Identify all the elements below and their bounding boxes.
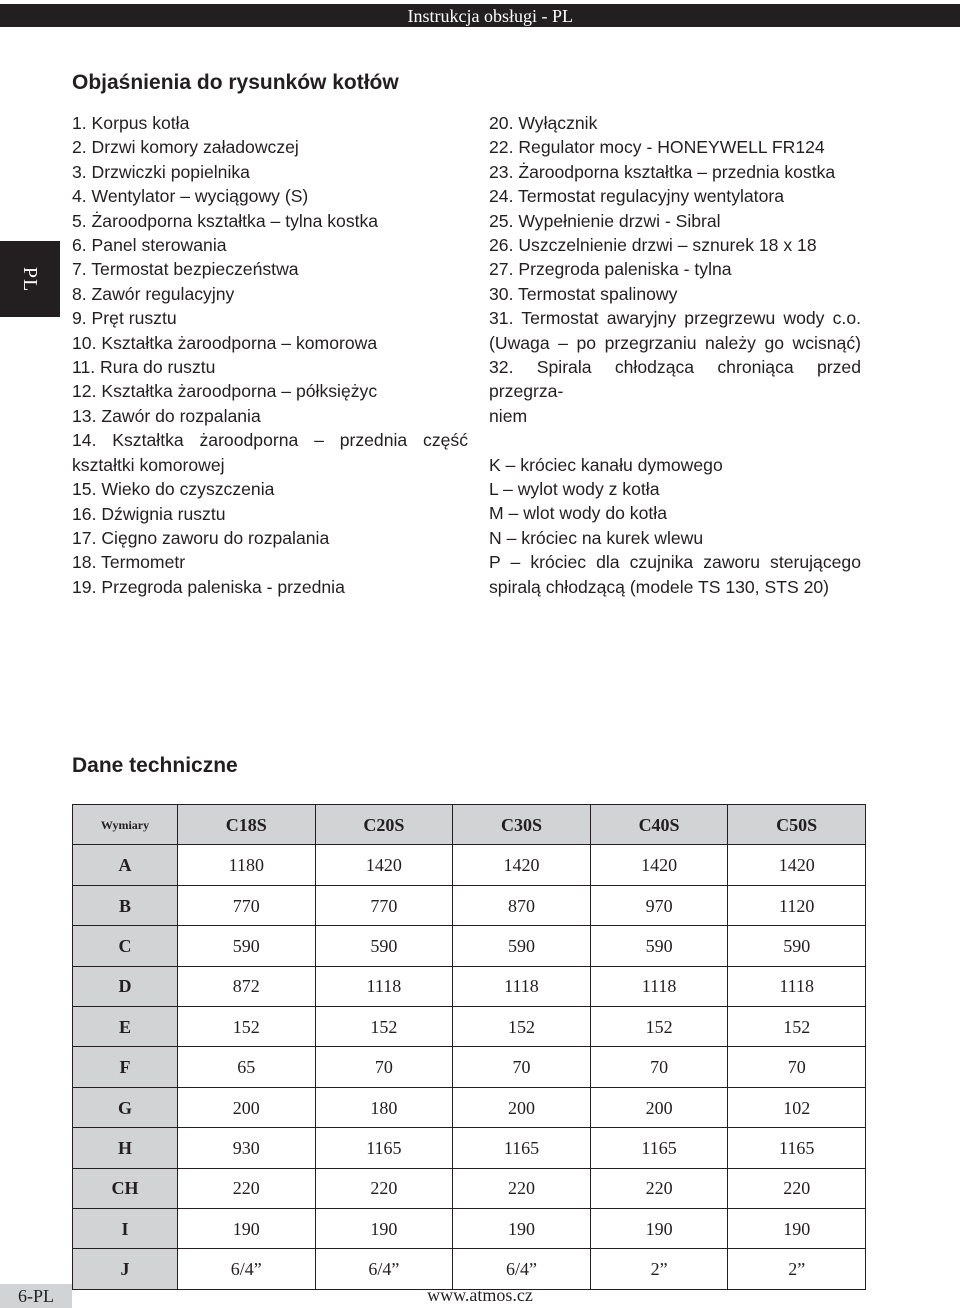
table-cell: 190	[728, 1209, 866, 1249]
table-cell: 1120	[728, 885, 866, 925]
row-header-cell: E	[73, 1007, 178, 1047]
table-cell: 70	[315, 1047, 453, 1087]
table-cell: 6/4”	[315, 1249, 453, 1290]
language-side-tab	[0, 241, 60, 317]
table-cell: 1420	[453, 845, 591, 885]
legend-item: 9. Pręt rusztu	[72, 308, 177, 329]
legend-item: 26. Uszczelnienie drzwi – sznurek 18 x 18	[489, 235, 817, 256]
table-cell: 1420	[590, 845, 728, 885]
table-cell: 1118	[590, 966, 728, 1006]
row-header-cell: F	[73, 1047, 178, 1087]
table-cell: 1180	[178, 845, 316, 885]
table-row	[73, 926, 866, 966]
table-row	[73, 1007, 866, 1047]
connection-item: N – króciec na kurek wlewu	[489, 527, 704, 548]
legend-item: 20. Wyłącznik	[489, 113, 598, 133]
table-cell: 200	[590, 1087, 728, 1127]
tech-data-table	[72, 804, 866, 1290]
table-cell: 590	[315, 926, 453, 966]
row-header-cell: A	[73, 845, 178, 885]
legend-item: 14. Kształtka żaroodporna – przednia część	[72, 430, 468, 451]
legend-item: 13. Zawór do rozpalania	[72, 405, 261, 426]
table-cell: 2”	[590, 1249, 728, 1290]
table-cell: 65	[178, 1047, 316, 1087]
legend-item: 30. Termostat spalinowy	[489, 283, 678, 304]
legend-item-note: (Uwaga – po przegrzaniu należy go wcisnąć)	[489, 332, 861, 353]
table-cell: 220	[453, 1168, 591, 1208]
table-cell: 590	[178, 926, 316, 966]
table-row	[73, 1047, 866, 1087]
legend-item: 31. Termostat awaryjny przegrzewu wody c.o.	[489, 308, 861, 329]
table-cell: 1118	[315, 966, 453, 1006]
legend-item: 23. Żaroodporna kształtka – przednia kostka	[489, 161, 836, 182]
row-header-cell: CH	[73, 1168, 178, 1208]
legend-item: 8. Zawór regulacyjny	[72, 283, 235, 304]
row-header-cell: H	[73, 1128, 178, 1168]
table-cell: 180	[315, 1087, 453, 1127]
legend-item: 2. Drzwi komory załadowczej	[72, 137, 299, 158]
legend-item: 11. Rura do rusztu	[72, 357, 216, 378]
table-cell: 200	[178, 1087, 316, 1127]
table-cell: 1420	[728, 845, 866, 885]
row-header-cell: C	[73, 926, 178, 966]
row-header-cell: B	[73, 885, 178, 925]
footer-url: www.atmos.cz	[427, 1285, 533, 1305]
legend-item-continuation: niem	[489, 405, 528, 426]
table-row	[73, 1209, 866, 1249]
table-cell: 6/4”	[178, 1249, 316, 1290]
table-cell: 1165	[590, 1128, 728, 1168]
table-cell: 1165	[315, 1128, 453, 1168]
table-header-cell: C50S	[728, 805, 866, 845]
table-header-cell: Wymiary	[73, 805, 178, 845]
table-cell: 870	[453, 885, 591, 925]
table-cell: 590	[590, 926, 728, 966]
page-number: 6-PL	[0, 1284, 72, 1308]
table-cell: 872	[178, 966, 316, 1006]
table-cell: 152	[178, 1007, 316, 1047]
table-cell: 1165	[728, 1128, 866, 1168]
table-cell: 1165	[453, 1128, 591, 1168]
table-cell: 152	[590, 1007, 728, 1047]
legend-item: 10. Kształtka żaroodporna – komorowa	[72, 332, 378, 353]
table-cell: 930	[178, 1128, 316, 1168]
table-cell: 152	[728, 1007, 866, 1047]
table-row	[73, 966, 866, 1006]
table-row	[73, 1168, 866, 1208]
table-row	[73, 845, 866, 885]
table-cell: 190	[453, 1209, 591, 1249]
table-cell: 70	[453, 1047, 591, 1087]
legend-left-column	[72, 111, 468, 599]
connection-item: K – króciec kanału dymowego	[489, 454, 723, 475]
table-header-cell: C20S	[315, 805, 453, 845]
table-row	[73, 1087, 866, 1127]
table-cell: 2”	[728, 1249, 866, 1290]
table-cell: 770	[178, 885, 316, 925]
table-header-cell: C18S	[178, 805, 316, 845]
table-cell: 70	[728, 1047, 866, 1087]
connection-item-continuation: spiralą chłodzącą (modele TS 130, STS 20)	[489, 576, 829, 597]
table-cell: 70	[590, 1047, 728, 1087]
connection-item: P – króciec dla czujnika zaworu sterującego	[489, 552, 861, 573]
table-header-row	[73, 805, 866, 845]
legend-item: 1. Korpus kotła	[72, 113, 190, 133]
legend-item: 15. Wieko do czyszczenia	[72, 479, 275, 500]
row-header-cell: G	[73, 1087, 178, 1127]
table-row	[73, 1128, 866, 1168]
legend-item: 24. Termostat regulacyjny wentylatora	[489, 186, 785, 207]
row-header-cell: I	[73, 1209, 178, 1249]
row-header-cell: D	[73, 966, 178, 1006]
table-cell: 102	[728, 1087, 866, 1127]
table-cell: 220	[728, 1168, 866, 1208]
legend-item: 25. Wypełnienie drzwi - Sibral	[489, 210, 721, 231]
table-cell: 970	[590, 885, 728, 925]
table-cell: 220	[590, 1168, 728, 1208]
row-header-cell: J	[73, 1249, 178, 1290]
table-cell: 152	[453, 1007, 591, 1047]
table-header-cell: C40S	[590, 805, 728, 845]
legend-item: 32. Spirala chłodząca chroniąca przed przegrza-	[489, 357, 861, 402]
table-cell: 1118	[453, 966, 591, 1006]
table-cell: 6/4”	[453, 1249, 591, 1290]
legend-item: 27. Przegroda paleniska - tylna	[489, 259, 732, 280]
table-cell: 220	[315, 1168, 453, 1208]
legend-item: 4. Wentylator – wyciągowy (S)	[72, 186, 309, 207]
table-cell: 590	[728, 926, 866, 966]
legend-item: 17. Cięgno zaworu do rozpalania	[72, 527, 330, 548]
legend-title: Objaśnienia do rysunków kotłów	[72, 71, 399, 94]
table-cell: 1420	[315, 845, 453, 885]
table-cell: 770	[315, 885, 453, 925]
header-bar	[0, 4, 960, 27]
legend-item: 19. Przegroda paleniska - przednia	[72, 576, 345, 597]
header-title: Instrukcja obsługi - PL	[407, 6, 573, 26]
table-row	[73, 885, 866, 925]
connection-item: M – wlot wody do kotła	[489, 503, 667, 524]
tech-data-title: Dane techniczne	[72, 754, 238, 777]
legend-right-column	[489, 111, 861, 599]
legend-item: 22. Regulator mocy - HONEYWELL FR124	[489, 137, 825, 158]
table-header-cell: C30S	[453, 805, 591, 845]
legend-item: 3. Drzwiczki popielnika	[72, 161, 250, 182]
table-cell: 200	[453, 1087, 591, 1127]
legend-item: 18. Termometr	[72, 552, 186, 573]
legend-item: 16. Dźwignia rusztu	[72, 503, 226, 524]
table-cell: 190	[178, 1209, 316, 1249]
legend-item-continuation: kształtki komorowej	[72, 454, 225, 475]
connection-item: L – wylot wody z kotła	[489, 479, 660, 500]
table-cell: 590	[453, 926, 591, 966]
table-cell: 190	[315, 1209, 453, 1249]
legend-item: 5. Żaroodporna kształtka – tylna kostka	[72, 210, 379, 231]
legend-spacer	[489, 428, 861, 452]
language-side-tab-label: PL	[19, 266, 42, 292]
legend-item: 12. Kształtka żaroodporna – półksiężyc	[72, 381, 378, 402]
table-cell: 152	[315, 1007, 453, 1047]
table-cell: 1118	[728, 966, 866, 1006]
legend-item: 7. Termostat bezpieczeństwa	[72, 259, 299, 280]
legend-item: 6. Panel sterowania	[72, 235, 227, 256]
table-cell: 190	[590, 1209, 728, 1249]
table-cell: 220	[178, 1168, 316, 1208]
